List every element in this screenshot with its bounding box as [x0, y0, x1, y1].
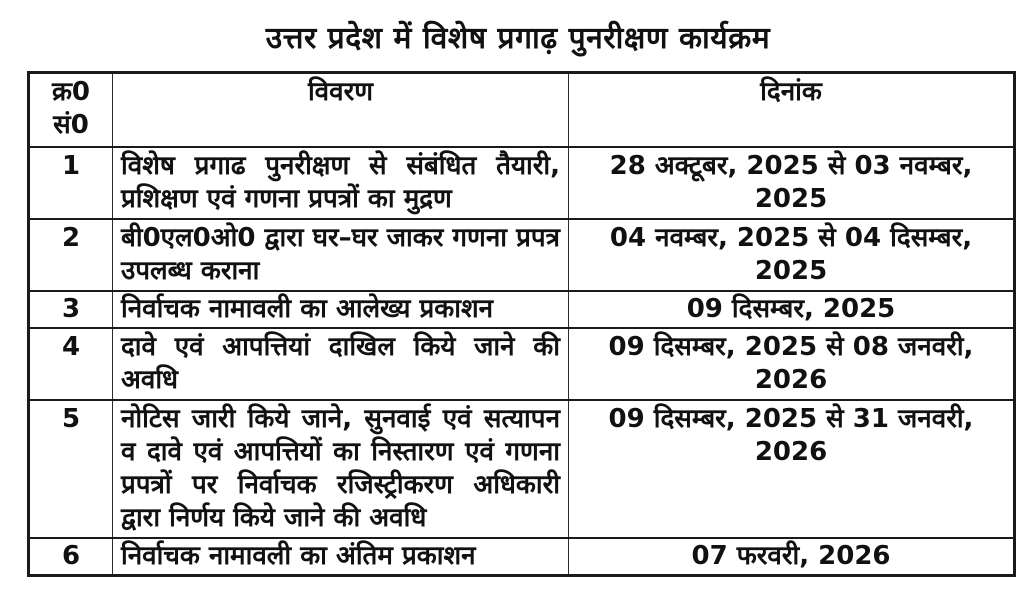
header-details: विवरण: [113, 73, 569, 148]
table-row: [29, 328, 1015, 400]
date-cell: 28 अक्टूबर, 2025 से 03 नवम्बर, 2025: [569, 147, 1015, 219]
date-cell: 09 दिसम्बर, 2025: [569, 291, 1015, 328]
date-cell: 09 दिसम्बर, 2025 से 31 जनवरी, 2026: [569, 400, 1015, 538]
serial-cell: 4: [29, 328, 113, 400]
details-cell: विशेष प्रगाढ पुनरीक्षण से संबंधित तैयारी, प्रशिक्षण एवं गणना प्रपत्रों का मुद्रण: [113, 147, 569, 219]
header-serial-number: क्र0 सं0: [29, 73, 113, 148]
table-row: [29, 400, 1015, 538]
serial-cell: 1: [29, 147, 113, 219]
serial-cell: 5: [29, 400, 113, 538]
date-cell: 09 दिसम्बर, 2025 से 08 जनवरी, 2026: [569, 328, 1015, 400]
table-header-row: [29, 73, 1015, 148]
table-row: [29, 219, 1015, 291]
details-cell: बी0एल0ओ0 द्वारा घर–घर जाकर गणना प्रपत्र उपलब्ध कराना: [113, 219, 569, 291]
date-cell: 07 फरवरी, 2026: [569, 538, 1015, 576]
table-row: [29, 147, 1015, 219]
details-cell: निर्वाचक नामावली का आलेख्य प्रकाशन: [113, 291, 569, 328]
table-row: [29, 291, 1015, 328]
details-cell: नोटिस जारी किये जाने, सुनवाई एवं सत्यापन व दावे एवं आपत्तियों का निस्तारण एवं गणना प्रपत्रों पर निर्वाचक रजिस्ट्रीकरण अधिकारी द्वारा निर्णय किये जाने की अवधि: [113, 400, 569, 538]
header-date: दिनांक: [569, 73, 1015, 148]
page-title: उत्तर प्रदेश में विशेष प्रगाढ़ पुनरीक्षण कार्यक्रम: [265, 21, 771, 56]
schedule-table: [27, 71, 1016, 577]
details-cell: निर्वाचक नामावली का अंतिम प्रकाशन: [113, 538, 569, 576]
details-cell: दावे एवं आपत्तियां दाखिल किये जाने की अवधि: [113, 328, 569, 400]
serial-cell: 2: [29, 219, 113, 291]
serial-cell: 6: [29, 538, 113, 576]
serial-cell: 3: [29, 291, 113, 328]
table-row: [29, 538, 1015, 576]
date-cell: 04 नवम्बर, 2025 से 04 दिसम्बर, 2025: [569, 219, 1015, 291]
